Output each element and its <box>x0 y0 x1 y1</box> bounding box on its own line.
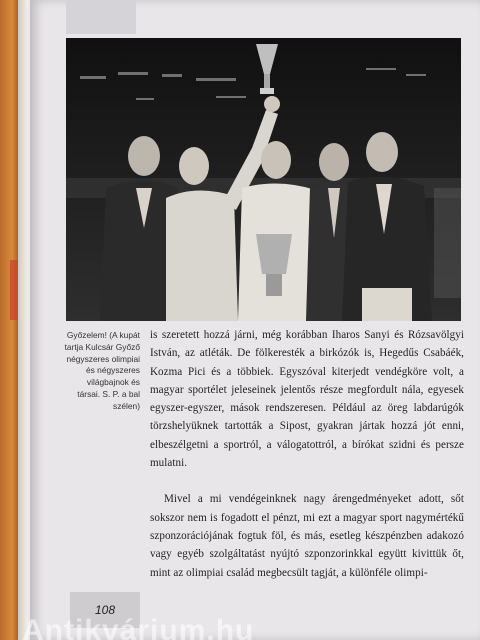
photo <box>66 38 461 321</box>
photo-caption: Győzelem! (A kupát tartja Kulcsár Győző négyszeres olimpiai és négyszeres világbajnok és társai. S. P. a bal szélen) <box>64 330 140 411</box>
paragraph-2: Mivel a mi vendégeinknek nagy árengedményeket adott, sőt sokszor nem is fogadott el pénzt, mi ezt a magyar sport nagymértékű szponzorációjának fogtuk föl, és más, esetleg készpénzben adakozó vagy egyéb szolgáltatást nyújtó szponzorinkkal együtt kivittük őt, mint az olimpiai család megbecsült tagját, a különféle olimpi- <box>150 493 464 579</box>
body-text <box>150 326 464 582</box>
header-block <box>66 0 136 34</box>
athletes-with-trophy-photo <box>66 38 461 321</box>
watermark: Antikvárium.hu <box>22 614 255 640</box>
page-number: 108 <box>70 592 140 628</box>
paragraph-1: is szeretett hozzá járni, még korábban Iharos Sanyi és Rózsavölgyi István, az atléták. De fölkeresték a birkózók is, Hegedűs Csabáék, Kozma Pici és a többiek. Egyszóval kiterjedt vendégköre volt, a magyar sportélet jeleseinek jelentős része megfordult nála, egyesek egyszer-egyszer, mások rendszeresen. Például az öreg labdarúgók törzshelyüknek tartották a Sipost, gyakran jártak hozzá jót enni, elbeszélgetni a sportról, a válogatottról, a bírókat szidni és persze mulatni. <box>150 329 464 470</box>
